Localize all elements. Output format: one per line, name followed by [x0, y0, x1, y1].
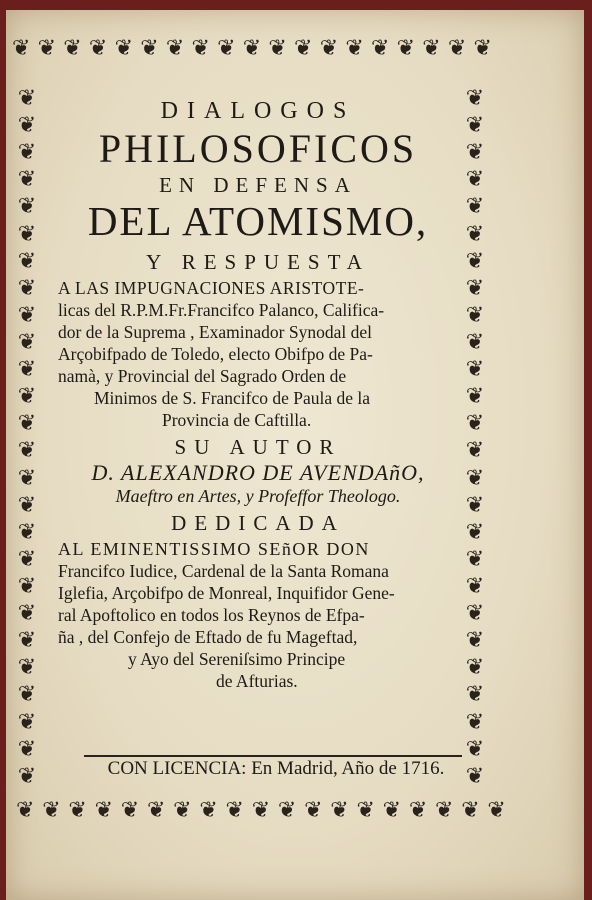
fleuron-ornament-icon: ❦	[42, 798, 61, 823]
impugnaciones-line: licas del R.P.M.Fr.Francifco Palanco, Califica-	[58, 300, 385, 320]
ornament-border-right	[460, 88, 490, 788]
fleuron-ornament-icon: ❦	[408, 798, 428, 823]
fleuron-ornament-icon: ❦	[17, 628, 37, 654]
fleuron-ornament-icon: ❦	[268, 36, 287, 61]
fleuron-ornament-icon: ❦	[17, 194, 37, 220]
title-en-defensa: EN DEFENSA	[159, 173, 357, 197]
fleuron-ornament-icon: ❦	[465, 329, 485, 355]
fleuron-ornament-icon: ❦	[465, 357, 485, 383]
fleuron-ornament-icon: ❦	[17, 329, 37, 355]
ornament-border-top	[12, 38, 492, 60]
fleuron-ornament-icon: ❦	[191, 36, 210, 61]
fleuron-ornament-icon: ❦	[465, 546, 485, 572]
fleuron-ornament-icon: ❦	[465, 302, 485, 328]
impugnaciones-line: namà, y Provincial del Sagrado Orden de	[58, 366, 347, 386]
fleuron-ornament-icon: ❦	[447, 36, 467, 61]
fleuron-ornament-icon: ❦	[435, 798, 454, 823]
fleuron-ornament-icon: ❦	[120, 798, 140, 823]
title-dialogos: DIALOGOS	[160, 98, 356, 124]
fleuron-ornament-icon: ❦	[473, 36, 492, 61]
fleuron-ornament-icon: ❦	[17, 655, 37, 681]
fleuron-ornament-icon: ❦	[217, 36, 236, 61]
author-name: D. ALEXANDRO DE AVENDAñO,	[91, 460, 425, 485]
fleuron-ornament-icon: ❦	[17, 492, 37, 518]
fleuron-ornament-icon: ❦	[356, 798, 375, 823]
fleuron-ornament-icon: ❦	[465, 140, 485, 166]
title-block	[58, 98, 458, 692]
fleuron-ornament-icon: ❦	[16, 798, 35, 823]
dedicada-heading: DEDICADA	[171, 511, 345, 535]
fleuron-ornament-icon: ❦	[17, 411, 37, 437]
fleuron-ornament-icon: ❦	[94, 798, 113, 823]
fleuron-ornament-icon: ❦	[17, 357, 37, 383]
impugnaciones-line: A LAS IMPUGNACIONES ARISTOTE-	[58, 278, 365, 298]
fleuron-ornament-icon: ❦	[17, 546, 37, 572]
fleuron-ornament-icon: ❦	[465, 465, 485, 491]
fleuron-ornament-icon: ❦	[465, 384, 485, 410]
fleuron-ornament-icon: ❦	[225, 798, 244, 823]
dedicada-line: ña , del Confejo de Eftado de fu Mageftad,	[58, 627, 358, 647]
dedicada-line: ral Apoftolico en todos los Reynos de Efpa-	[58, 605, 365, 625]
fleuron-ornament-icon: ❦	[37, 36, 57, 61]
fleuron-ornament-icon: ❦	[277, 798, 297, 823]
ornament-border-bottom	[16, 800, 506, 822]
fleuron-ornament-icon: ❦	[304, 798, 323, 823]
fleuron-ornament-icon: ❦	[88, 36, 108, 61]
impugnaciones-line: Arçobifpado de Toledo, electo Obifpo de Pa-	[58, 344, 373, 364]
fleuron-ornament-icon: ❦	[465, 736, 485, 762]
fleuron-ornament-icon: ❦	[173, 798, 192, 823]
fleuron-ornament-icon: ❦	[17, 438, 37, 464]
impugnaciones-paragraph	[58, 277, 458, 431]
fleuron-ornament-icon: ❦	[63, 36, 82, 61]
imprint-rule	[84, 755, 462, 757]
fleuron-ornament-icon: ❦	[487, 798, 506, 823]
fleuron-ornament-icon: ❦	[17, 682, 37, 708]
ornament-border-left	[12, 88, 42, 788]
fleuron-ornament-icon: ❦	[370, 36, 390, 61]
fleuron-ornament-icon: ❦	[17, 86, 37, 111]
fleuron-ornament-icon: ❦	[465, 601, 485, 627]
fleuron-ornament-icon: ❦	[465, 682, 485, 708]
title-page	[6, 10, 584, 900]
impugnaciones-line: dor de la Suprema , Examinador Synodal del	[58, 322, 372, 342]
dedicada-line: Iglefia, Arçobifpo de Monreal, Inquifidor Gene-	[58, 583, 395, 603]
dedicada-line: de Afturias.	[216, 671, 298, 691]
imprint-licencia: CON LICENCIA: En Madrid, Año de 1716.	[107, 758, 445, 779]
dedicada-line: y Ayo del Sereniſsimo Principe	[128, 649, 346, 669]
fleuron-ornament-icon: ❦	[465, 221, 485, 247]
fleuron-ornament-icon: ❦	[465, 86, 485, 111]
fleuron-ornament-icon: ❦	[319, 36, 339, 61]
author-title: Maeftro en Artes, y Profeffor Theologo.	[115, 486, 401, 506]
fleuron-ornament-icon: ❦	[12, 36, 31, 61]
fleuron-ornament-icon: ❦	[17, 302, 37, 328]
fleuron-ornament-icon: ❦	[140, 36, 159, 61]
fleuron-ornament-icon: ❦	[199, 798, 218, 823]
title-y-respuesta: Y RESPUESTA	[146, 250, 370, 274]
fleuron-ornament-icon: ❦	[17, 763, 37, 789]
fleuron-ornament-icon: ❦	[17, 113, 37, 139]
fleuron-ornament-icon: ❦	[422, 36, 441, 61]
fleuron-ornament-icon: ❦	[17, 221, 37, 247]
fleuron-ornament-icon: ❦	[17, 140, 37, 166]
fleuron-ornament-icon: ❦	[17, 384, 37, 410]
fleuron-ornament-icon: ❦	[465, 113, 485, 139]
fleuron-ornament-icon: ❦	[465, 275, 485, 301]
su-autor-heading: SU AUTOR	[174, 435, 342, 459]
fleuron-ornament-icon: ❦	[345, 36, 364, 61]
fleuron-ornament-icon: ❦	[68, 798, 87, 823]
fleuron-ornament-icon: ❦	[17, 709, 37, 735]
fleuron-ornament-icon: ❦	[17, 601, 37, 627]
title-philosoficos: PHILOSOFICOS	[98, 126, 418, 171]
fleuron-ornament-icon: ❦	[165, 36, 185, 61]
fleuron-ornament-icon: ❦	[465, 709, 485, 735]
fleuron-ornament-icon: ❦	[17, 736, 37, 762]
impugnaciones-line: Provincia de Caftilla.	[162, 410, 312, 430]
fleuron-ornament-icon: ❦	[17, 275, 37, 301]
fleuron-ornament-icon: ❦	[465, 194, 485, 220]
fleuron-ornament-icon: ❦	[465, 763, 485, 789]
fleuron-ornament-icon: ❦	[330, 798, 349, 823]
fleuron-ornament-icon: ❦	[17, 248, 37, 274]
fleuron-ornament-icon: ❦	[251, 798, 271, 823]
fleuron-ornament-icon: ❦	[146, 798, 166, 823]
fleuron-ornament-icon: ❦	[465, 248, 485, 274]
fleuron-ornament-icon: ❦	[242, 36, 262, 61]
fleuron-ornament-icon: ❦	[465, 519, 485, 545]
fleuron-ornament-icon: ❦	[465, 411, 485, 437]
fleuron-ornament-icon: ❦	[465, 167, 485, 193]
dedicada-line: Francifco Iudice, Cardenal de la Santa Romana	[58, 561, 389, 581]
fleuron-ornament-icon: ❦	[114, 36, 133, 61]
fleuron-ornament-icon: ❦	[17, 519, 37, 545]
fleuron-ornament-icon: ❦	[465, 492, 485, 518]
fleuron-ornament-icon: ❦	[17, 167, 37, 193]
impugnaciones-line: Minimos de S. Francifco de Paula de la	[94, 388, 371, 408]
fleuron-ornament-icon: ❦	[465, 438, 485, 464]
title-del-atomismo: DEL ATOMISMO,	[87, 198, 429, 244]
fleuron-ornament-icon: ❦	[465, 573, 485, 599]
fleuron-ornament-icon: ❦	[17, 573, 37, 599]
fleuron-ornament-icon: ❦	[465, 655, 485, 681]
fleuron-ornament-icon: ❦	[465, 628, 485, 654]
dedicada-line: AL EMINENTISSIMO SEñOR DON	[58, 539, 370, 559]
fleuron-ornament-icon: ❦	[382, 798, 402, 823]
fleuron-ornament-icon: ❦	[396, 36, 416, 61]
fleuron-ornament-icon: ❦	[294, 36, 313, 61]
dedicada-paragraph	[58, 538, 458, 692]
fleuron-ornament-icon: ❦	[17, 465, 37, 491]
fleuron-ornament-icon: ❦	[461, 798, 480, 823]
